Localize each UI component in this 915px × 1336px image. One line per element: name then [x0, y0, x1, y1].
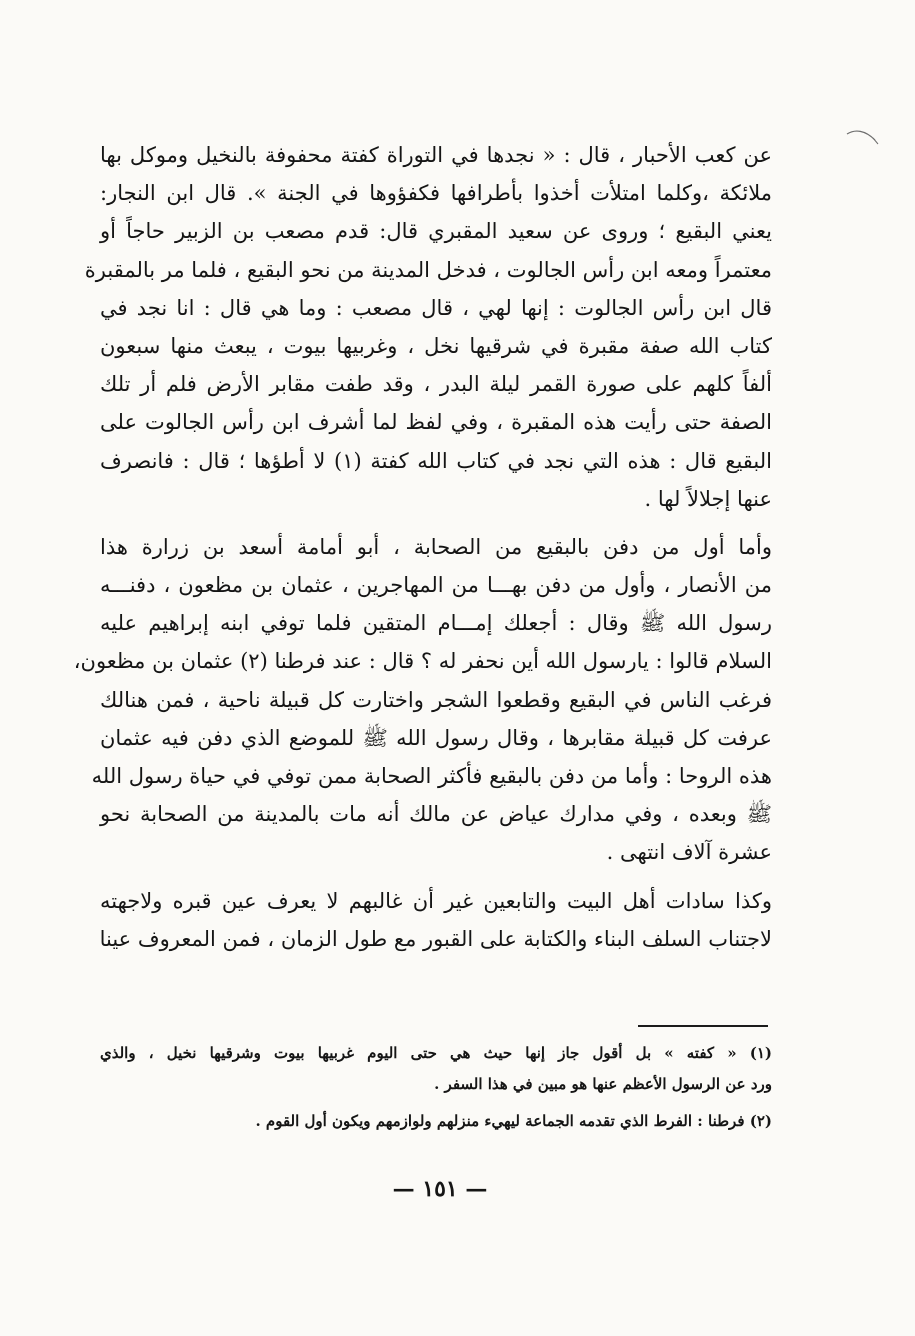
- text-line: البقيع قال : هذه التي نجد في كتاب الله كفتة (١) لا أطؤها ؛ قال : فانصرف: [100, 448, 772, 473]
- paragraph-gap: [100, 872, 772, 882]
- text-line: ألفاً كلهم على صورة القمر ليلة البدر ، وقد طفت مقابر الأرض فلم أر تلك: [100, 372, 772, 397]
- text-line: عشرة آلاف انتهى .: [606, 840, 772, 865]
- footnote-2: [100, 1106, 772, 1137]
- footnote-line: (٢) فرطنا : الفرط الذي تقدمه الجماعة ليهيء منزلهم ولوازمهم ويكون أول القوم .: [255, 1112, 772, 1130]
- text-line: يعني البقيع ؛ وروى عن سعيد المقبري قال: قدم مصعب بن الزبير حاجاً أو: [100, 219, 772, 244]
- paragraph-3: [100, 882, 772, 958]
- footnote-line: ورد عن الرسول الأعظم عنها هو مبين في هذا السفر .: [434, 1075, 772, 1093]
- paragraph-1: [84, 136, 772, 518]
- text-line: السلام قالوا : يارسول الله أين نحفر له ؟ قال : عند فرطنا (٢) عثمان بن مظعون،: [73, 649, 772, 674]
- text-line: الصفة حتى رأيت هذه المقبرة ، وفي لفظ لما أشرف ابن رأس الجالوت على: [100, 410, 772, 435]
- text-line: من الأنصار ، وأول من دفن بهـــا من المهاجرين ، عثمان بن مظعون ، دفنـــه: [100, 573, 772, 598]
- page-number: — ١٥١ —: [392, 1176, 488, 1202]
- paragraph-gap: [100, 518, 772, 528]
- text-line: معتمراً ومعه ابن رأس الجالوت ، فدخل المدينة من نحو البقيع ، فلما مر بالمقبرة: [84, 257, 772, 282]
- main-text-body: [73, 136, 772, 958]
- text-line: عرفت كل قبيلة مقابرها ، وقال رسول الله ﷺ للموضع الذي دفن فيه عثمان: [100, 725, 772, 750]
- text-line: عنها إجلالاً لها .: [644, 486, 772, 511]
- corner-scribble-mark: [845, 128, 879, 146]
- text-line: ملائكة ،وكلما امتلأت أخذوا بأطرافها فكفؤوها في الجنة ». قال ابن النجار:: [100, 181, 772, 206]
- text-line: ﷺ وبعده ، وفي مدارك عياض عن مالك أنه مات بالمدينة من الصحابة نحو: [100, 802, 772, 827]
- text-line: وأما أول من دفن بالبقيع من الصحابة ، أبو أمامة أسعد بن زرارة هذا: [100, 534, 772, 559]
- text-line: قال ابن رأس الجالوت : إنها لهي ، قال مصعب : وما هي قال : انا نجد في: [100, 295, 772, 320]
- text-line: عن كعب الأحبار ، قال : « نجدها في التوراة كفتة محفوفة بالنخيل وموكل بها: [100, 143, 772, 167]
- footnotes-section: [100, 1038, 772, 1137]
- text-line: فرغب الناس في البقيع وقطعوا الشجر واختارت كل قبيلة ناحية ، فمن هنالك: [100, 687, 772, 712]
- footnote-divider: [638, 1025, 768, 1027]
- paragraph-2: [73, 528, 772, 872]
- text-line: لاجتناب السلف البناء والكتابة على القبور مع طول الزمان ، فمن المعروف عينا: [99, 926, 772, 951]
- text-line: هذه الروحا : وأما من دفن بالبقيع فأكثر الصحابة ممن توفي في حياة رسول الله: [91, 764, 772, 788]
- text-line: كتاب الله صفة مقبرة في شرقيها نخل ، وغربيها بيوت ، يبعث منها سبعون: [100, 333, 772, 358]
- footnote-line: (١) « كفته » بل أقول جاز إنها حيث هي حتى اليوم غربيها بيوت وشرقيها نخيل ، والذي: [100, 1044, 772, 1062]
- footnote-1: [100, 1038, 772, 1100]
- text-line: وكذا سادات أهل البيت والتابعين غير أن غالبهم لا يعرف عين قبره ولاجهته: [100, 888, 772, 913]
- text-line: رسول الله ﷺ وقال : أجعلك إمـــام المتقين فلما توفي ابنه إبراهيم عليه: [100, 611, 772, 636]
